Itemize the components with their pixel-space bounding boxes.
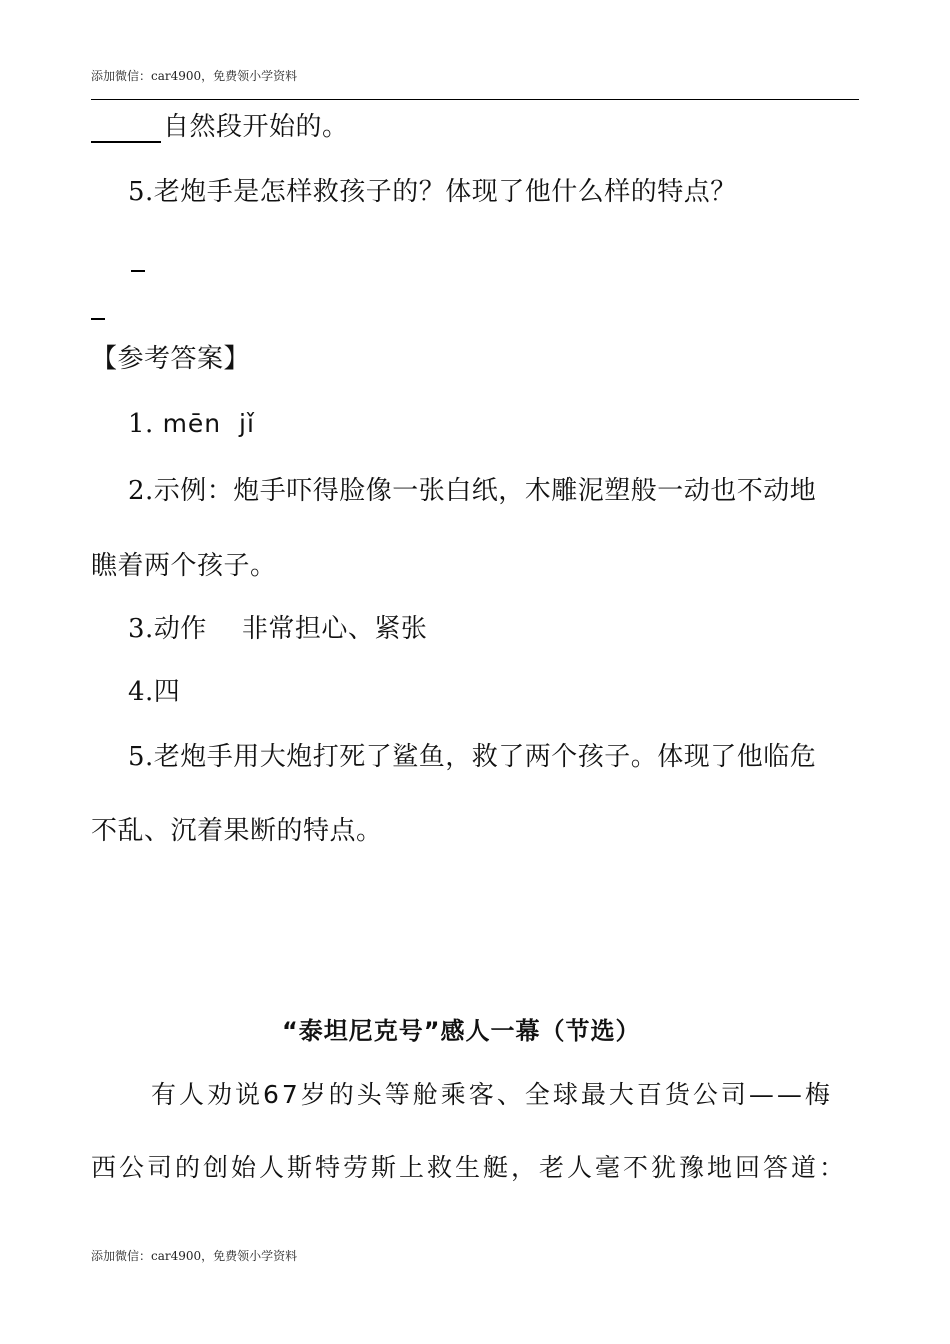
answer-blank-line-1 <box>131 270 145 272</box>
answer-key-heading: 【参考答案】 <box>91 344 251 374</box>
answer-1-number: 1. <box>128 409 154 439</box>
answer-2-line-2: 瞧着两个孩子。 <box>91 551 277 581</box>
footer-note: 添加微信：car4900，免费领小学资料 <box>91 1249 298 1263</box>
header-divider <box>91 99 859 100</box>
answer-blank-line-2 <box>91 318 105 320</box>
header-note: 添加微信：car4900，免费领小学资料 <box>91 69 298 83</box>
passage-line-1: 有人劝说67岁的头等舱乘客、全球最大百货公司——梅 <box>151 1080 833 1109</box>
answer-2-line-1: 2.示例：炮手吓得脸像一张白纸，木雕泥塑般一动也不动地 <box>128 476 817 506</box>
answer-3: 3.动作 非常担心、紧张 <box>128 614 428 644</box>
passage-line-2: 西公司的创始人斯特劳斯上救生艇，老人毫不犹豫地回答道： <box>91 1153 848 1182</box>
question-4-tail-text: 自然段开始的。 <box>163 112 349 142</box>
passage-title: “泰坦尼克号”感人一幕（节选） <box>282 1017 641 1045</box>
answer-5-line-1: 5.老炮手用大炮打死了鲨鱼，救了两个孩子。体现了他临危 <box>128 742 817 772</box>
question-5: 5.老炮手是怎样救孩子的？体现了他什么样的特点？ <box>128 177 737 207</box>
question-4-tail <box>91 111 349 143</box>
answer-blank <box>91 115 161 143</box>
answer-1 <box>128 408 255 440</box>
answer-5-line-2: 不乱、沉着果断的特点。 <box>91 816 383 846</box>
answer-4: 4.四 <box>128 677 181 707</box>
answer-1-pinyin: mēn jǐ <box>162 409 255 438</box>
